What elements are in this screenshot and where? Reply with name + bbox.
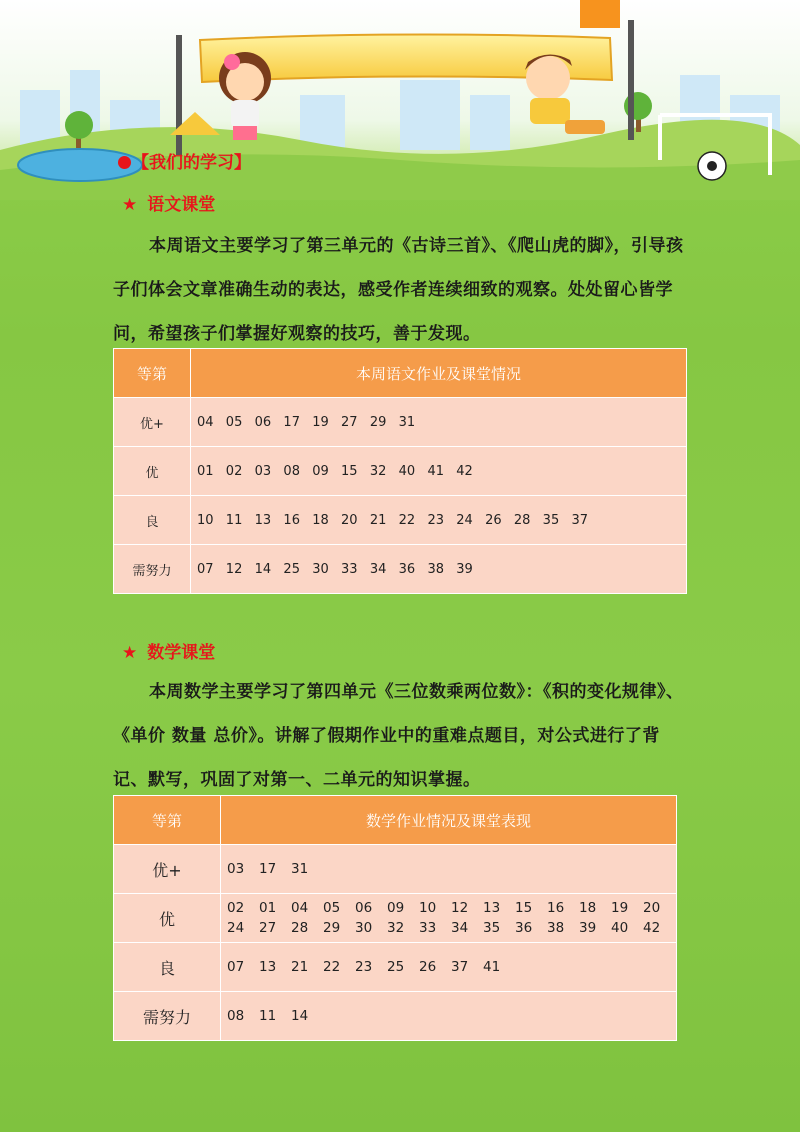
math-title-label: 数学课堂: [147, 643, 216, 663]
student-number: 21: [291, 959, 309, 975]
student-number: 11: [259, 1008, 277, 1024]
student-number: 19: [611, 900, 629, 916]
student-number: 08: [227, 1008, 245, 1024]
star-icon: ★: [122, 643, 138, 663]
student-number: 06: [355, 900, 373, 916]
student-number: 39: [579, 920, 597, 936]
ids-line: [227, 1006, 675, 1026]
student-number: 02: [227, 900, 245, 916]
red-dot-icon: [118, 156, 131, 169]
ids-cell: 10 11 13 16 18 20 21 22 23 24 26 28 35 37: [191, 496, 687, 545]
table-header-row: [114, 349, 687, 398]
student-number: 20: [643, 900, 661, 916]
student-number: 42: [643, 920, 661, 936]
ids-cell: 04 05 06 17 19 27 29 31: [191, 398, 687, 447]
student-number: 24: [227, 920, 245, 936]
student-number: 23: [355, 959, 373, 975]
student-number: 27: [259, 920, 277, 936]
level-cell: 优+: [114, 845, 221, 894]
student-number: 05: [323, 900, 341, 916]
table-header-row: [114, 796, 677, 845]
level-cell: 优: [114, 894, 221, 943]
student-number: 09: [387, 900, 405, 916]
math-paragraph: 本周数学主要学习了第四单元《三位数乘两位数》：《积的变化规律》、《单价 数量 总价》。讲解了假期作业中的重难点题目，对公式进行了背记、默写，巩固了对第一、二单元的知识掌握。: [113, 682, 684, 790]
ids-line: [227, 918, 675, 938]
student-number: 18: [579, 900, 597, 916]
level-cell: 优+: [114, 398, 191, 447]
student-number: 16: [547, 900, 565, 916]
table-row: [114, 398, 687, 447]
student-number: 25: [387, 959, 405, 975]
ids-cell: 01 02 03 08 09 15 32 40 41 42: [191, 447, 687, 496]
level-cell: 良: [114, 943, 221, 992]
student-number: 03: [227, 861, 245, 877]
star-icon: ★: [122, 195, 138, 215]
student-number: 31: [291, 861, 309, 877]
student-number: 36: [515, 920, 533, 936]
student-number: 41: [483, 959, 501, 975]
student-number: 26: [419, 959, 437, 975]
student-number: 22: [323, 959, 341, 975]
table-row: [114, 894, 677, 943]
student-number: 33: [419, 920, 437, 936]
soccer-ball-icon: [698, 152, 726, 180]
table-row: [114, 845, 677, 894]
student-number: 14: [291, 1008, 309, 1024]
ids-line: [227, 859, 675, 879]
student-number: 04: [291, 900, 309, 916]
ids-cell: [221, 992, 677, 1041]
level-cell: 需努力: [114, 992, 221, 1041]
ids-cell: [221, 894, 677, 943]
table-row: [114, 545, 687, 594]
student-number: 10: [419, 900, 437, 916]
student-number: 01: [259, 900, 277, 916]
chinese-title-label: 语文课堂: [147, 195, 216, 215]
header-detail: 数学作业情况及课堂表现: [221, 796, 677, 845]
ids-cell: [221, 943, 677, 992]
table-row: [114, 496, 687, 545]
header-level: 等第: [114, 796, 221, 845]
level-cell: 需努力: [114, 545, 191, 594]
student-number: 29: [323, 920, 341, 936]
section-heading-label: 【我们的学习】: [132, 153, 251, 173]
ids-cell: 07 12 14 25 30 33 34 36 38 39: [191, 545, 687, 594]
student-number: 40: [611, 920, 629, 936]
chinese-title: [122, 190, 215, 215]
header-detail: 本周语文作业及课堂情况: [191, 349, 687, 398]
student-number: 37: [451, 959, 469, 975]
student-number: 17: [259, 861, 277, 877]
table-row: [114, 992, 677, 1041]
student-number: 32: [387, 920, 405, 936]
student-number: 38: [547, 920, 565, 936]
student-number: 30: [355, 920, 373, 936]
student-number: 13: [259, 959, 277, 975]
table-row: [114, 943, 677, 992]
chinese-grade-table: [113, 348, 687, 594]
ids-line: [227, 957, 675, 977]
level-cell: 优: [114, 447, 191, 496]
header-level: 等第: [114, 349, 191, 398]
section-heading: [118, 148, 251, 173]
ids-cell: [221, 845, 677, 894]
table-row: [114, 447, 687, 496]
student-number: 07: [227, 959, 245, 975]
student-number: 12: [451, 900, 469, 916]
student-number: 28: [291, 920, 309, 936]
ids-line: [227, 898, 675, 918]
chinese-paragraph: 本周语文主要学习了第三单元的《古诗三首》、《爬山虎的脚》，引导孩子们体会文章准确生动的表达，感受作者连续细致的观察。处处留心皆学问，希望孩子们掌握好观察的技巧，善于发现。: [113, 236, 684, 344]
student-number: 15: [515, 900, 533, 916]
student-number: 34: [451, 920, 469, 936]
student-number: 13: [483, 900, 501, 916]
math-title: [122, 638, 215, 663]
level-cell: 良: [114, 496, 191, 545]
math-grade-table: [113, 795, 677, 1041]
student-number: 35: [483, 920, 501, 936]
